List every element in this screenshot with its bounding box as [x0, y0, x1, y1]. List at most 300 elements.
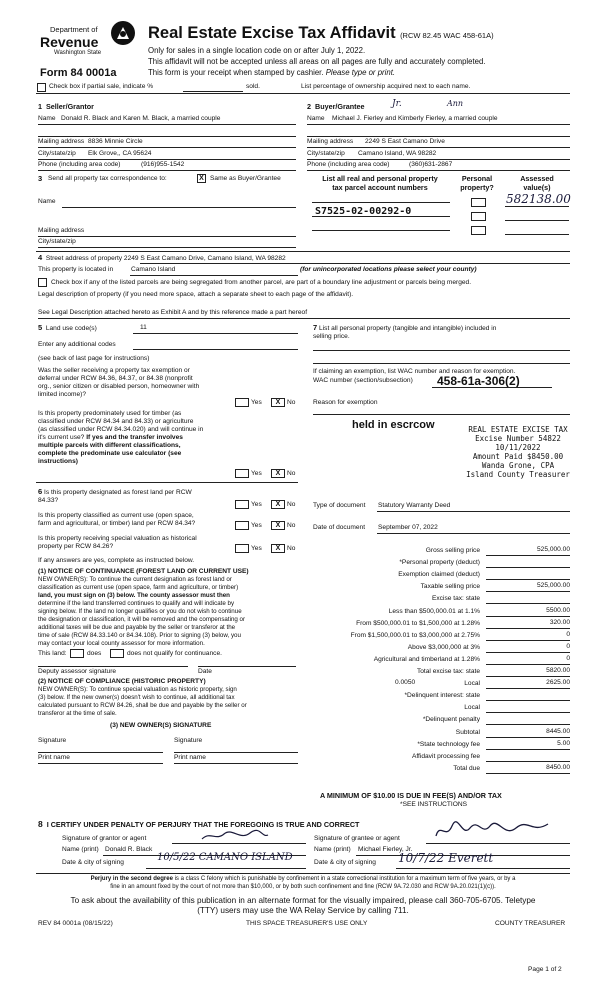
- calc-row: [300, 714, 572, 726]
- dept-line1: Department of: [50, 25, 98, 34]
- s3-same-label: Same as Buyer/Grantee: [210, 175, 281, 182]
- calc-row: [300, 618, 572, 630]
- buyer-city-line: [307, 159, 570, 160]
- s8-grantor-date-line: [146, 868, 306, 869]
- deputy-date-label: Date: [198, 668, 212, 675]
- calc-value[interactable]: 8450.00: [486, 763, 570, 774]
- s7-reason-label: Reason for exemption: [313, 399, 378, 406]
- calc-value[interactable]: 0: [486, 654, 570, 665]
- buyer-heading-text: Buyer/Grantee: [315, 102, 365, 111]
- seller-mail-label: Mailing address: [38, 138, 85, 145]
- form-number: Form 84 0001a: [40, 67, 117, 79]
- s5-land-use-line: [133, 333, 298, 334]
- s7-doc-date-label: Date of document: [313, 524, 366, 531]
- s7-doc-type-line: [377, 511, 570, 512]
- footer-rev: REV 84 0001a (08/15/22): [38, 920, 113, 927]
- deputy-date-line[interactable]: [198, 666, 296, 667]
- s8-num: 8: [38, 819, 43, 829]
- partial-sold: sold.: [246, 83, 260, 90]
- s6-q2-no: No: [287, 522, 296, 529]
- list-pct-note: List percentage of ownership acquired next to each name.: [301, 83, 471, 90]
- header-sub3-text: This form is your receipt when stamped by cashier.: [148, 68, 324, 77]
- local-rate: 0.0050: [395, 679, 416, 686]
- s6-q2-no-checkbox[interactable]: X: [271, 521, 285, 530]
- s6-q2: [38, 512, 268, 528]
- calc-label: Total due: [453, 764, 480, 772]
- stamp-l4: Amount Paid $8450.00: [472, 452, 564, 461]
- owner-print-line-1[interactable]: [38, 763, 163, 764]
- s6-notice1-l6: the designation or classification, it will be removed and the compensating or: [38, 616, 246, 623]
- s3-city-label: City/state/zip: [38, 238, 76, 245]
- s6-notice2: [38, 686, 302, 718]
- header-sub2: This affidavit will not be accepted unless all areas on all pages are fully and accurately completed.: [148, 57, 486, 66]
- s8-sig-grantee-label: Signature of grantee or agent: [314, 835, 400, 842]
- grantee-signature-stroke-icon: [432, 820, 552, 842]
- buyer-city-label: City/state/zip: [307, 150, 345, 157]
- calc-label: Taxable selling price: [420, 583, 480, 591]
- s6-notice2-head: (2) NOTICE OF COMPLIANCE (HISTORIC PROPERTY): [38, 678, 206, 685]
- s7-wac-value[interactable]: 458-61a-306(2): [437, 374, 520, 388]
- s8-name-print-label-2: Name (print): [314, 846, 351, 853]
- s3-city-line[interactable]: [38, 247, 296, 248]
- s3-name-line[interactable]: [62, 207, 296, 208]
- s4-unincorp: (for unincorporated locations please select your county): [300, 266, 477, 273]
- s5-q1-no-checkbox[interactable]: X: [271, 398, 285, 407]
- buyer-phone-line: [307, 170, 570, 171]
- assessed-value[interactable]: 582138.00: [506, 192, 571, 206]
- assessed-head2: value(s): [523, 183, 551, 192]
- calc-label: Subtotal: [455, 728, 480, 736]
- calc-label: *Personal property (deduct): [399, 559, 480, 567]
- calc-value[interactable]: 0: [486, 642, 570, 653]
- print-name-label-1: Print name: [38, 754, 70, 761]
- s8-name-print-label-1: Name (print): [62, 846, 99, 853]
- dor-logo: [36, 16, 146, 66]
- seller-mail-line: [38, 147, 296, 148]
- form-title-row: [148, 24, 494, 43]
- assessed-line2: [505, 220, 569, 221]
- s4-address[interactable]: 2249 S East Camano Drive, Camano Island, WA 98282: [123, 255, 286, 262]
- s7-doc-type[interactable]: Statutory Warranty Deed: [378, 502, 451, 509]
- calc-value[interactable]: [486, 702, 570, 713]
- perjury-l1: is a class C felony which is punishable by confinement in a state correctional institution for a maximum term of five years, or by a: [174, 876, 516, 882]
- calc-label: *Delinquent penalty: [422, 716, 480, 724]
- assessed-head: [508, 174, 566, 192]
- form-title: Real Estate Excise Tax Affidavit: [148, 24, 396, 42]
- header-divider: [36, 93, 570, 94]
- s5-q2b-l4: instructions): [38, 458, 78, 465]
- new-owner-sig-head: (3) NEW OWNER(S) SIGNATURE: [110, 722, 212, 729]
- assessed-line1: [505, 206, 569, 207]
- s5-additional-line[interactable]: [133, 349, 298, 350]
- form-rcw: (RCW 82.45 WAC 458-61A): [400, 31, 494, 40]
- stamp-l5: Wanda Grone, CPA: [481, 461, 555, 470]
- calc-value[interactable]: [486, 557, 570, 568]
- s7-doc-date-line: [377, 533, 570, 534]
- s5-land-use-value[interactable]: 11: [140, 324, 147, 331]
- see-instructions: *SEE INSTRUCTIONS: [400, 801, 468, 808]
- calc-row: [300, 678, 572, 690]
- s6-q3: [38, 535, 268, 551]
- s7-doc-date[interactable]: September 07, 2022: [378, 524, 438, 531]
- s8-grantor-date[interactable]: 10/5/22 CAMANO ISLAND: [157, 852, 293, 863]
- s5-q2-l1: Is this property predominately used for timber (as: [38, 410, 182, 417]
- s6-q1-l2: 84.33?: [38, 497, 59, 504]
- s6-q3-l1: Is this property receiving special valuation as historical: [38, 535, 197, 542]
- s4-check-text: Check box if any of the listed parcels are being segregated from another parcel, are part of a boundary line adjustment or parcels being merged.: [51, 279, 472, 286]
- seller-city-label: City/state/zip: [38, 150, 76, 157]
- seller-name[interactable]: Donald R. Black and Karen M. Black, a married couple: [61, 115, 221, 122]
- partial-sale-label: Check box if partial sale, indicate %: [49, 83, 154, 90]
- stamp-l3: 10/11/2022: [495, 443, 541, 452]
- s6-q2-yes-checkbox[interactable]: [235, 521, 249, 530]
- s6-q1-yes-checkbox[interactable]: [235, 500, 249, 509]
- alt-format-l2: (TTY) users may use the WA Relay Service by calling 711.: [197, 906, 409, 915]
- s6-notice1-l5: signing below. If the land no longer qualifies or you do not wish to continue: [38, 608, 242, 615]
- s6-notice1: [38, 576, 302, 648]
- s5-num: 5: [38, 323, 43, 332]
- s5-land-use: Land use code(s): [45, 325, 97, 332]
- seller-name-label: Name: [38, 115, 56, 122]
- calc-value[interactable]: 525,000.00: [486, 545, 570, 556]
- s3-mail-line[interactable]: [38, 236, 296, 237]
- dept-line3: Washington State: [54, 50, 102, 56]
- s7-reason-line1[interactable]: [313, 414, 570, 415]
- personal-box-3[interactable]: [471, 226, 486, 235]
- alt-format-notice: [36, 896, 570, 916]
- seller-blank-line: [38, 136, 296, 137]
- s5-q1-no: No: [287, 399, 296, 406]
- s8-date-city-label-1: Date & city of signing: [62, 859, 124, 866]
- s4-legal-value[interactable]: See Legal Description attached hereto as Exhibit A and by this reference made a part hereof: [38, 309, 308, 316]
- s3-num: 3: [38, 174, 43, 183]
- s5-q2-no: No: [287, 470, 296, 477]
- s6-does-checkbox[interactable]: [70, 649, 84, 658]
- sig-label-1: Signature: [38, 737, 67, 744]
- s4-row: [38, 254, 286, 263]
- calc-row: [300, 606, 572, 618]
- s4-legal-line: [38, 318, 570, 319]
- s6-notice1-l3: land, you must sign on (3) below. The county assessor must then: [38, 592, 230, 599]
- calc-row: [300, 654, 572, 666]
- buyer-name[interactable]: Michael J. Fierley and Kimberly Fierley, a married couple: [332, 115, 498, 122]
- seller-name-line: [38, 124, 296, 125]
- s6-q3-l2: property per RCW 84.26?: [38, 543, 114, 550]
- seller-phone[interactable]: (916)955-1542: [141, 161, 185, 168]
- buyer-hand-note1: Jr.: [392, 99, 402, 109]
- s6-q1-no: No: [287, 501, 296, 508]
- s6-notice2-l1: NEW OWNER(S): To continue special valuation as historic property, sign: [38, 686, 237, 693]
- s6-notice2-l2: (3) below. If the new owner(s) doesn't wish to continue, all additional tax: [38, 694, 235, 701]
- s7-text: [313, 324, 570, 341]
- grantor-signature-stroke-icon: [200, 829, 270, 843]
- s6-q1-l1: Is this property designated as forest land per RCW: [44, 489, 192, 496]
- partial-pct-line[interactable]: [183, 91, 243, 92]
- buyer-mail[interactable]: 2249 S East Camano Drive: [365, 138, 445, 145]
- calc-value[interactable]: [486, 751, 570, 762]
- seller-phone-label: Phone (including area code): [38, 161, 121, 168]
- s4-located-label: This property is located in: [38, 266, 114, 273]
- s6-if-yes: If any answers are yes, complete as instructed below.: [38, 557, 195, 564]
- s7-num: 7: [313, 323, 318, 332]
- s4-segregate-checkbox[interactable]: [38, 278, 47, 287]
- parcel-number[interactable]: S7525-02-00292-0: [315, 206, 412, 217]
- calc-value[interactable]: 8445.00: [486, 727, 570, 738]
- s8-certify: [38, 820, 359, 829]
- s8-grantee-date[interactable]: 10/7/22 Everett: [398, 851, 494, 865]
- s7-doc-type-label: Type of document: [313, 502, 366, 509]
- buyer-name-label: Name: [307, 115, 325, 122]
- s5-q1-l2: deferral under RCW 84.36, 84.37, or 84.38 (nonprofit: [38, 375, 193, 382]
- s6-notice1-l4: determine if the land transferred continues to qualify and will indicate by: [38, 600, 235, 607]
- calc-row: [300, 763, 572, 775]
- s5-q2b-l1: If yes and the transfer involves: [86, 434, 183, 441]
- buyer-city[interactable]: Camano Island, WA 98282: [358, 150, 437, 157]
- calc-row: [300, 690, 572, 702]
- s6-notice2-l3: calculated pursuant to RCW 84.26, shall be due and payable by the seller or: [38, 702, 247, 709]
- calc-value[interactable]: 320.00: [486, 618, 570, 629]
- s3-same-checkbox[interactable]: X: [197, 174, 206, 183]
- calc-row: [300, 751, 572, 763]
- calc-label: Affidavit processing fee: [411, 752, 480, 760]
- s5-see-back: (see back of last page for instructions): [38, 355, 150, 362]
- calc-label: Less than $500,000.01 at 1.1%: [388, 607, 480, 615]
- header-sub1: Only for sales in a single location code on or after July 1, 2022.: [148, 46, 366, 55]
- owner-print-line-2[interactable]: [174, 763, 298, 764]
- deputy-sig-line[interactable]: [38, 666, 188, 667]
- perjury-bold: Perjury in the second degree: [90, 876, 173, 882]
- s6-q3-no: No: [287, 545, 296, 552]
- s8-sig-grantor-label: Signature of grantor or agent: [62, 835, 147, 842]
- footer-treas-use: THIS SPACE TREASURER'S USE ONLY: [246, 920, 368, 927]
- calc-label: *State technology fee: [417, 740, 480, 748]
- s6-q3-yes-checkbox[interactable]: [235, 544, 249, 553]
- calc-value[interactable]: 2625.00: [486, 678, 570, 689]
- personal-head: [456, 174, 498, 192]
- s5-q2b-l3: complete the predominate use calculator (see: [38, 450, 182, 457]
- seller-heading: [38, 102, 94, 111]
- parcel-head2: tax parcel account numbers: [332, 183, 428, 192]
- minimum-due: A MINIMUM OF $10.00 IS DUE IN FEE(S) AND/OR TAX: [320, 791, 502, 800]
- s7-wac-line: [432, 387, 552, 388]
- s6-q2-l2: farm and agricultural, or timber) land per RCW 84.34?: [38, 520, 196, 527]
- s7-exemption1: If claiming an exemption, list WAC number and reason for exemption.: [313, 368, 516, 375]
- header-sub3: [148, 68, 395, 77]
- calc-value[interactable]: 5.00: [486, 739, 570, 750]
- calc-label: From $500,000.01 to $1,500,000 at 1.28%: [356, 619, 480, 627]
- buyer-mail-label: Mailing address: [307, 138, 354, 145]
- s6-q1-no-checkbox[interactable]: X: [271, 500, 285, 509]
- calc-label: Total excise tax: state: [416, 668, 480, 675]
- s6-num: 6: [38, 487, 43, 496]
- dept-line2: Revenue: [40, 34, 99, 50]
- assessed-head1: Assessed: [520, 174, 554, 183]
- calc-value[interactable]: 525,000.00: [486, 581, 570, 592]
- seller-mail[interactable]: 8836 Minnie Circle: [88, 138, 143, 145]
- calc-label: Local: [464, 704, 480, 712]
- dor-emblem-icon: [110, 20, 136, 46]
- buyer-blank-line: [307, 136, 570, 137]
- s4-located[interactable]: Camano Island: [131, 266, 176, 273]
- s5-q1-yes: Yes: [251, 399, 262, 406]
- grantor-signature: [200, 829, 270, 846]
- s6-q3-yes: Yes: [251, 545, 262, 552]
- partial-sale-checkbox[interactable]: [37, 83, 46, 92]
- calc-value[interactable]: [486, 690, 570, 701]
- calc-label: Excise tax: state: [431, 595, 480, 603]
- s6-does: does: [87, 650, 102, 657]
- s5-q1-l1: Was the seller receiving a property tax exemption or: [38, 367, 190, 374]
- s6-notice1-l1: NEW OWNER(S): To continue the current designation as forest land or: [38, 576, 232, 583]
- s6-does-not: does not qualify for continuance.: [127, 650, 222, 657]
- calc-label: Local: [464, 680, 480, 688]
- s6-notice1-l7: additional taxes will be due and payable by the seller or transferor at the: [38, 624, 236, 631]
- buyer-phone[interactable]: (360)631-2867: [409, 161, 453, 168]
- s8-grantee-name[interactable]: Michael Fierley, Jr.: [358, 846, 413, 853]
- s5-q2-l3: (as classified under RCW 84.34.020) and will continue in: [38, 426, 204, 433]
- s4-label: Street address of property: [45, 255, 123, 262]
- owner-sig-line-2[interactable]: [174, 752, 298, 753]
- buyer-heading: [307, 102, 365, 111]
- s7-text-l1: List all personal property (tangible and intangible) included in: [319, 325, 497, 332]
- s6-notice2-l4: transferor at the time of sale.: [38, 710, 117, 717]
- calc-value[interactable]: 0: [486, 630, 570, 641]
- calc-value[interactable]: 5500.00: [486, 606, 570, 617]
- s8-grantee-date-line: [396, 868, 570, 869]
- s8-certify-text: I CERTIFY UNDER PENALTY OF PERJURY THAT THE FOREGOING IS TRUE AND CORRECT: [46, 820, 360, 829]
- seller-phone-line: [38, 170, 296, 171]
- buyer-num: 2: [307, 102, 311, 111]
- calc-value[interactable]: [486, 593, 570, 604]
- perjury-l2: fine in an amount fixed by the court of not more than $10,000, or by both such confinement and fine (RCW 9A.72.030 and RCW 9A.20.021(1)(c)).: [110, 884, 496, 890]
- s6-notice1-l8: time of sale (RCW 84.33.140 or 84.34.108). Prior to signing (3) below, you: [38, 632, 241, 639]
- s8-date-city-label-2: Date & city of signing: [314, 859, 376, 866]
- s6-notice1-head: (1) NOTICE OF CONTINUANCE (FOREST LAND OR CURRENT USE): [38, 568, 249, 575]
- buyer-name-line: [307, 124, 570, 125]
- s5-q1-l3: org., senior citizen or disabled person, homeowner with: [38, 383, 200, 390]
- parcel-head1: List all real and personal property: [322, 174, 438, 183]
- owner-sig-line-1[interactable]: [38, 752, 163, 753]
- s7-wac-label: WAC number (section/subsection): [313, 377, 413, 384]
- footer-county: COUNTY TREASURER: [495, 920, 566, 927]
- s6-q1: [38, 488, 263, 505]
- personal-box-1[interactable]: [471, 198, 486, 207]
- calc-value[interactable]: [486, 569, 570, 580]
- s8-grantor-name[interactable]: Donald R. Black: [105, 846, 153, 853]
- s5-land-use-row: [38, 324, 97, 333]
- s3-name-label: Name: [38, 198, 56, 205]
- header-sub3-italic: Please type or print.: [325, 68, 396, 77]
- s5-q1: [38, 367, 263, 399]
- personal-head2: property?: [460, 183, 494, 192]
- s5-q1-l4: limited income)?: [38, 391, 87, 398]
- calc-row: [300, 642, 572, 654]
- calc-row: [300, 545, 572, 557]
- calc-row: [300, 569, 572, 581]
- s5-q2-yes: Yes: [251, 470, 262, 477]
- seller-heading-text: Seller/Grantor: [46, 102, 94, 111]
- s5-q2-yes-checkbox[interactable]: [235, 469, 249, 478]
- parcel-row3-line: [312, 230, 450, 231]
- s5-q2-no-checkbox[interactable]: X: [271, 469, 285, 478]
- sig-label-2: Signature: [174, 737, 203, 744]
- calc-value[interactable]: 5820.00: [486, 666, 570, 677]
- calc-row: [300, 593, 572, 605]
- s5-q2-l4: [38, 434, 263, 442]
- s5-q2-l4-text: it's current use?: [38, 434, 85, 441]
- seller-city[interactable]: Elk Grove,, CA 95624: [88, 150, 152, 157]
- s6-q2-l1: Is this property classified as current use (open space,: [38, 512, 194, 519]
- s4-located-line: [130, 275, 298, 276]
- s3-text: Send all property tax correspondence to:: [48, 175, 167, 182]
- perjury-notice: [36, 875, 570, 891]
- deputy-label: Deputy assessor signature: [38, 668, 117, 675]
- calc-label: Above $3,000,000 at 3%: [407, 643, 480, 651]
- calc-row: [300, 727, 572, 739]
- assessed-line3: [505, 234, 569, 235]
- s6-does-not-checkbox[interactable]: [110, 649, 124, 658]
- s7-line2[interactable]: [313, 363, 570, 364]
- stamp-l1: REAL ESTATE EXCISE TAX: [468, 425, 568, 434]
- buyer-hand-note2: Ann: [447, 99, 464, 108]
- calc-row: [300, 581, 572, 593]
- s5-additional: Enter any additional codes: [38, 341, 116, 348]
- s6-q3-no-checkbox[interactable]: X: [271, 544, 285, 553]
- print-name-label-2: Print name: [174, 754, 206, 761]
- s3-mail-label: Mailing address: [38, 227, 85, 234]
- s3-divider: [36, 251, 570, 252]
- calc-label: Exemption claimed (deduct): [398, 571, 480, 579]
- s5-end-line: [36, 482, 298, 483]
- s4-address-line: [140, 263, 570, 264]
- parcel-head: [310, 174, 450, 192]
- s4-legal: Legal description of property (if you need more space, attach a separate sheet to each page of the affidavit).: [38, 291, 354, 298]
- stamp-l2: Excise Number 54822: [475, 434, 561, 443]
- calc-row: [300, 702, 572, 714]
- s7-line1[interactable]: [313, 350, 570, 351]
- s5-q1-yes-checkbox[interactable]: [235, 398, 249, 407]
- seller-city-line: [38, 159, 296, 160]
- buyer-mail-line: [307, 147, 570, 148]
- footer-page: Page 1 of 2: [528, 966, 562, 973]
- buyer-phone-label: Phone (including area code): [307, 161, 390, 168]
- s5-q2b-l2: multiple parcels with different classifications,: [38, 442, 181, 449]
- calc-label: From $1,500,000.01 to $3,000,000 at 2.75%: [350, 631, 480, 639]
- s6-q1-yes: Yes: [251, 501, 262, 508]
- calc-row: [300, 739, 572, 751]
- personal-box-2[interactable]: [471, 212, 486, 221]
- calc-label: *Delinquent interest: state: [404, 692, 480, 700]
- s7-text-l2: selling price.: [313, 333, 350, 340]
- calc-value[interactable]: [486, 714, 570, 725]
- calc-label: Gross selling price: [425, 547, 480, 554]
- calc-row: [300, 557, 572, 569]
- s4-num: 4: [38, 253, 43, 262]
- parcel-row2-line: [312, 216, 450, 217]
- s5-q2: [38, 410, 263, 466]
- s6-notice1-l2: classification as current use (open space, farm and agriculture, or timber): [38, 584, 239, 591]
- s6-this-land: This land:: [38, 650, 67, 657]
- s5-q2-l2: classified under RCW 84.34 and 84.33) or agriculture: [38, 418, 194, 425]
- calc-label: Agricultural and timberland at 1.28%: [373, 655, 480, 663]
- seller-num: 1: [38, 102, 42, 111]
- tax-calculation: [300, 545, 572, 785]
- parcel-row1-line: [312, 202, 450, 203]
- s7-held[interactable]: held in escrcow: [352, 419, 435, 431]
- calc-row: [300, 666, 572, 678]
- alt-format-l1: To ask about the availability of this publication in an alternate format for the visually impaired, please call 360-705-6705. Teletype: [70, 896, 536, 905]
- personal-head1: Personal: [461, 174, 493, 183]
